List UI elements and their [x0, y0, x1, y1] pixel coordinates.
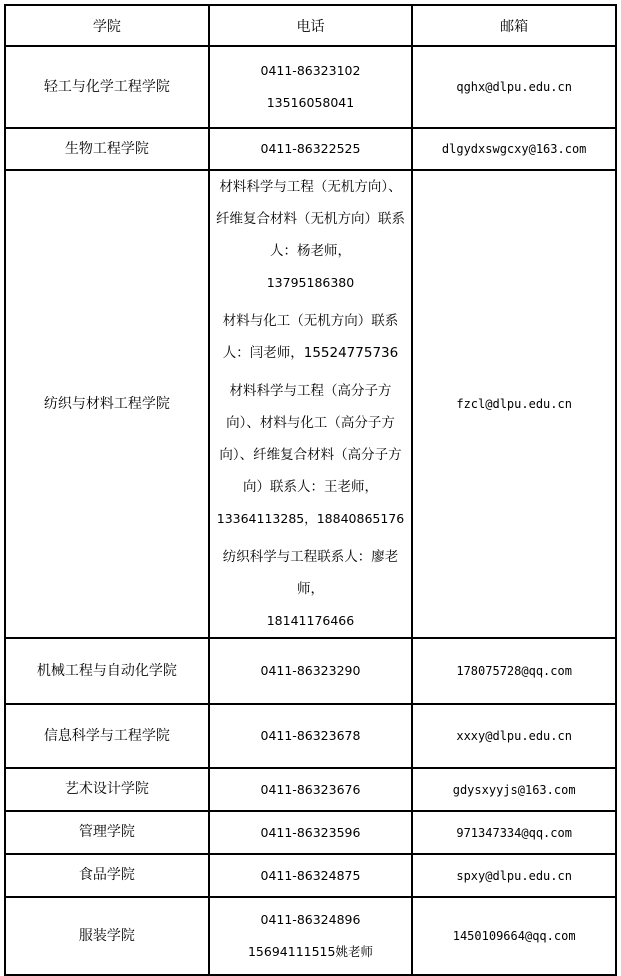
phone-number: 0411-86324896 — [260, 912, 361, 927]
phone-cell — [209, 704, 413, 768]
contact-text: 材料与化工（无机方向）联系人：闫老师，15524775736 — [222, 313, 399, 361]
phone-number: 0411-86323596 — [260, 824, 361, 840]
phone-cell — [209, 897, 413, 975]
college-name: 纺织与材料工程学院 — [5, 170, 209, 638]
phone-number: 0411-86323676 — [260, 781, 361, 797]
phone-number: 13516058041 — [266, 95, 355, 110]
phone-cell — [209, 854, 413, 897]
table-row — [5, 897, 616, 975]
table-row — [5, 46, 616, 128]
contact-entry — [214, 541, 408, 637]
table-header-row — [5, 5, 616, 46]
phone-cell — [209, 768, 413, 811]
college-name: 生物工程学院 — [5, 128, 209, 170]
phone-number: 0411-86323290 — [260, 663, 361, 678]
contact-text: 纺织科学与工程联系人：廖老师， — [222, 549, 399, 597]
email-address[interactable]: 971347334@qq.com — [412, 811, 616, 854]
email-address[interactable]: xxxy@dlpu.edu.cn — [412, 704, 616, 768]
email-address[interactable]: 178075728@qq.com — [412, 638, 616, 704]
table-row — [5, 854, 616, 897]
email-address[interactable]: gdysxyyjs@163.com — [412, 768, 616, 811]
contact-entry — [214, 375, 408, 535]
contact-phone: 18141176466 — [266, 613, 355, 628]
phone-number: 15694111515姚老师 — [247, 944, 373, 959]
college-name: 管理学院 — [5, 811, 209, 854]
email-address[interactable]: spxy@dlpu.edu.cn — [412, 854, 616, 897]
phone-number: 0411-86322525 — [260, 141, 361, 156]
email-address[interactable]: 1450109664@qq.com — [412, 897, 616, 975]
college-name: 轻工与化学工程学院 — [5, 46, 209, 128]
contact-table — [4, 4, 617, 976]
header-phone: 电话 — [209, 5, 413, 46]
college-name: 服装学院 — [5, 897, 209, 975]
phone-cell — [209, 638, 413, 704]
phone-cell — [209, 128, 413, 170]
table-row — [5, 768, 616, 811]
contact-text: 材料科学与工程（无机方向）、纤维复合材料（无机方向）联系人：杨老师， — [215, 179, 405, 259]
email-address[interactable]: dlgydxswgcxy@163.com — [412, 128, 616, 170]
contact-entry — [214, 305, 408, 369]
contact-phone: 13364113285，18840865176 — [216, 511, 405, 526]
college-name: 艺术设计学院 — [5, 768, 209, 811]
contact-text: 材料科学与工程（高分子方向）、材料与化工（高分子方向）、纤维复合材料（高分子方向）联系人：王老师， — [219, 383, 402, 495]
contact-entry — [214, 171, 408, 299]
phone-number: 0411-86324875 — [260, 867, 361, 883]
phone-cell — [209, 46, 413, 128]
table-row — [5, 638, 616, 704]
college-name: 机械工程与自动化学院 — [5, 638, 209, 704]
table-row — [5, 704, 616, 768]
email-address[interactable]: fzcl@dlpu.edu.cn — [412, 170, 616, 638]
contact-phone: 13795186380 — [266, 275, 355, 290]
contacts-cell — [209, 170, 413, 638]
phone-number: 0411-86323678 — [260, 728, 361, 743]
header-email: 邮箱 — [412, 5, 616, 46]
table-row — [5, 170, 616, 638]
table-row — [5, 128, 616, 170]
email-address[interactable]: qghx@dlpu.edu.cn — [412, 46, 616, 128]
phone-cell — [209, 811, 413, 854]
college-name: 食品学院 — [5, 854, 209, 897]
phone-number: 0411-86323102 — [260, 63, 361, 78]
college-name: 信息科学与工程学院 — [5, 704, 209, 768]
table-row — [5, 811, 616, 854]
header-college: 学院 — [5, 5, 209, 46]
